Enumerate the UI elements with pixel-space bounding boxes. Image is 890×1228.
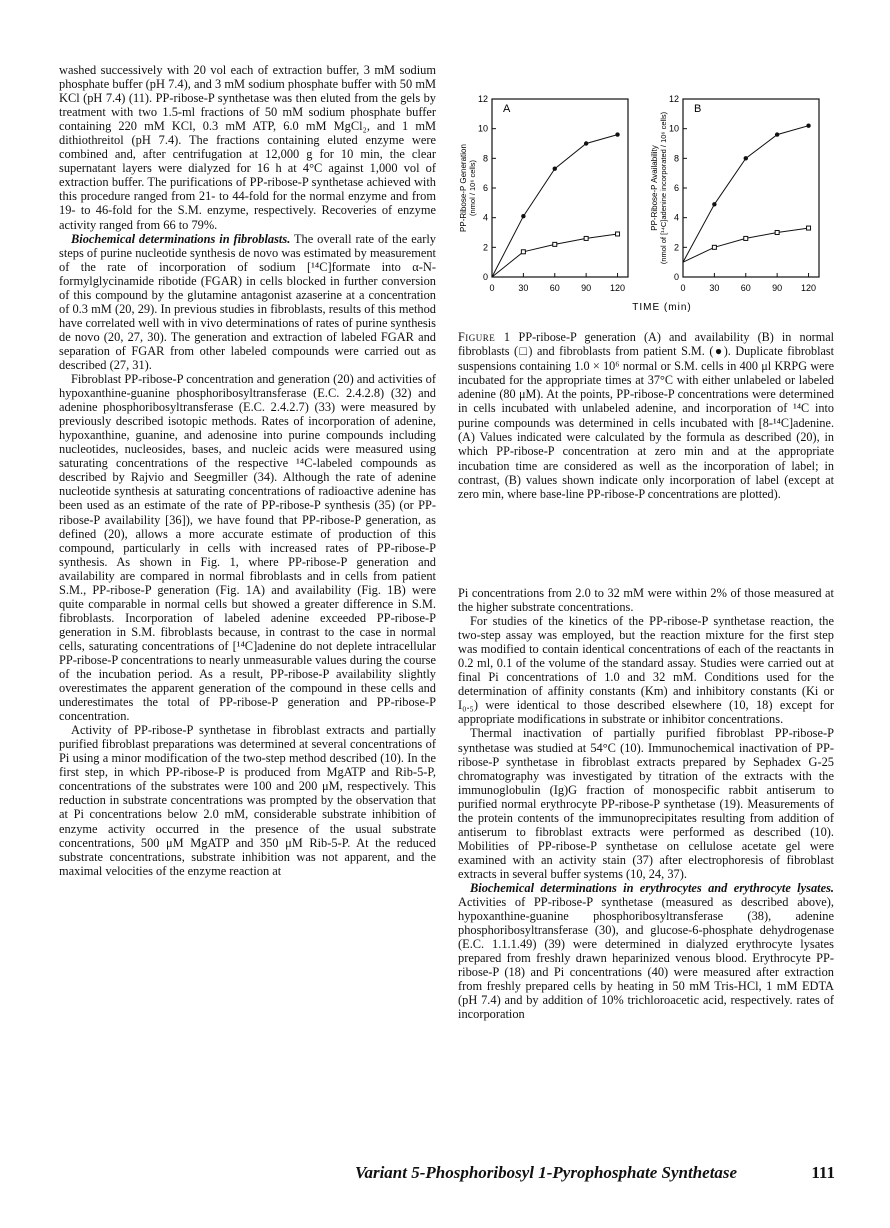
data-point-normal xyxy=(775,231,779,235)
y-tick-label: 0 xyxy=(482,272,488,282)
plot-frame xyxy=(492,99,628,277)
x-axis-label: TIME (min) xyxy=(632,302,692,313)
x-tick-label: 30 xyxy=(518,283,529,293)
y-tick-label: 10 xyxy=(477,123,488,134)
x-tick-label: 90 xyxy=(772,283,783,293)
y-tick-label: 0 xyxy=(673,272,679,282)
data-point-patient-sm xyxy=(744,156,748,160)
y-tick-label: 4 xyxy=(673,212,679,223)
y-tick-label: 12 xyxy=(477,94,488,104)
x-tick-label: 120 xyxy=(610,283,626,293)
panel-label: A xyxy=(503,103,511,115)
y-tick-label: 2 xyxy=(482,242,488,253)
paragraph-text: The overall rate of the early steps of purine nucleotide synthesis de novo was estimated by measurement of the rate of incorporation of sodium [¹⁴C]formate into α-N-formylglycinamide ribotide (FGAR) in cells blocked in further conversion of this compound by the glutamine antagonist azaserine at a concentration of 0.3 mM (20, 29). In previous studies in fibroblasts, results of this method have correlated well with in vivo determinations of rates of purine synthesis de novo (20, 27, 30). The generation and extraction of labeled FGAR and separation of FGAR from other labeled compounds were carried out as described (27, 31). xyxy=(59,231,436,372)
x-tick-label: 0 xyxy=(489,283,495,293)
figure-caption-text: PP-ribose-P generation (A) and availability (B) in normal fibroblasts (□) and fibroblasts from patient S.M. (●). Duplicate fibroblast suspensions containing 1.0 × 10⁶ normal or S.M. cells in 400 μl KRPG were incubated for the appropriate times at 37°C with either unlabeled or labeled adenine (80 μM). At the points, PP-ribose-P concentrations were determined in cells incubated with unlabeled adenine, and incorporation of ¹⁴C into purine compounds was determined in cells incubated with [8-¹⁴C]adenine. (A) Values indicated were calculated by the formula as described (20), in which PP-ribose-P concentration at zero min and at the appropriate incubation time are considered as well as the incorporation of label; in contrast, (B) values shown indicate only incorporation of label (except at zero min, where base-line PP-ribose-P concentrations are plotted). xyxy=(458,330,834,502)
y-tick-label: 6 xyxy=(482,183,488,193)
series-line-normal xyxy=(683,228,809,262)
x-tick-label: 30 xyxy=(709,283,720,293)
paragraph xyxy=(59,63,436,232)
paragraph xyxy=(458,881,834,1021)
paragraph xyxy=(458,586,834,614)
data-point-normal xyxy=(616,232,620,236)
left-text-column xyxy=(59,63,436,878)
figure-1-charts xyxy=(452,85,836,325)
figure-1 xyxy=(452,85,836,325)
y-tick-label: 8 xyxy=(673,153,679,164)
paragraph-text: Activities of PP-ribose-P synthetase (measured as described above), hypoxanthine-guanine phosphoribosyltransferase (38), adenine phosphoribosyltransferase (30), and glucose-6-phosphate dehydrogenase (E.C. 1.1.1.49) (39) were determined in dialyzed erythrocyte lysates prepared from freshly drawn heparinized venous blood. Erythrocyte PP-ribose-P (18) and Pi concentrations (40) were measured after extraction from freshly prepared cells by heating in 50 mM Tris-HCl, 1 mM EDTA (pH 7.4) and by addition of 10% trichloroacetic acid, respectively. rates of incorporation xyxy=(458,895,834,1022)
paragraph-text: For studies of the kinetics of the PP-ribose-P synthetase reaction, the two-step assay was employed, but the reaction mixture for the first step was modified to contain identical concentrations of each of the reactants in 0.2 ml, 0.1 of the volume of the standard assay. Studies were carried out at final Pi concentrations of 1.0 and 32 mM. Conditions used for the determination of affinity constants (Km) and inhibitory constants (Ki or I₀.₅) were identical to those described elsewhere (10, 18) except for appropriate modifications in substrate or inhibitor concentrations. xyxy=(458,614,834,727)
y-tick-label: 2 xyxy=(673,242,679,253)
data-point-patient-sm xyxy=(584,141,588,145)
paragraph-text: Activity of PP-ribose-P synthetase in fibroblast extracts and partially purified fibroblast preparations was determined at several concentrations of Pi using a minor modification of the two-step method described (10). In the first step, in which PP-ribose-P is produced from MgATP and Rib-5-P, concentrations of the substrates were 100 and 200 μM, respectively. This reduction in substrate concentrations was prompted by the observation that at Pi concentrations below 2.0 mM, considerable substrate inhibition of enzyme activity occurred in the presence of the usual substrate concentrations, 500 μM MgATP and 350 μM Rib-5-P. At the reduced substrate concentrations, substrate inhibition was not apparent, and the maximal velocities of the enzyme reaction at xyxy=(59,723,436,878)
series-line-patient-sm xyxy=(492,135,618,277)
right-text-column xyxy=(458,586,834,1021)
y-axis-label-units: (nmol / 10⁶ cells) xyxy=(468,159,477,217)
data-point-normal xyxy=(712,245,716,249)
paragraph xyxy=(59,723,436,878)
data-point-patient-sm xyxy=(806,124,810,128)
paragraph-text: Thermal inactivation of partially purified fibroblast PP-ribose-P synthetase was studied at 54°C (10). Immunochemical inactivation of PP-ribose-P synthetase in fibroblast extracts prepared by Sephadex G-25 chromatography was investigated by titration of the extracts with the immunoglobulin (Ig)G fraction of monospecific rabbit antiserum to purified normal erythrocyte PP-ribose-P synthetase (19). Measurements of the protein contents of the immunoprecipitates resulting from addition of antiserum to fibroblast extracts were performed as described (10). Mobilities of PP-ribose-P synthetase on cellulose acetate gel were examined with an activity stain (37) after electrophoresis of fibroblast extracts in several buffer systems (10, 24, 37). xyxy=(458,726,834,881)
data-point-normal xyxy=(584,236,588,240)
y-axis-label-units: (nmol of [¹⁴C]adenine incorporated / 10⁶ cells) xyxy=(659,111,668,265)
y-axis-label: PP-Ribose-P Availability xyxy=(650,145,659,231)
section-heading: Biochemical determinations in erythrocytes and erythrocyte lysates. xyxy=(470,880,834,895)
paragraph xyxy=(458,726,834,881)
x-tick-label: 90 xyxy=(581,283,592,293)
data-point-patient-sm xyxy=(712,202,716,206)
paragraph xyxy=(458,614,834,726)
data-point-patient-sm xyxy=(615,132,619,136)
paragraph xyxy=(59,372,436,723)
series-line-patient-sm xyxy=(683,126,809,263)
data-point-patient-sm xyxy=(521,214,525,218)
figure-caption xyxy=(458,330,834,502)
data-point-normal xyxy=(553,242,557,246)
y-tick-label: 6 xyxy=(673,183,679,193)
y-tick-label: 12 xyxy=(668,94,679,104)
x-tick-label: 60 xyxy=(740,283,751,293)
data-point-patient-sm xyxy=(775,132,779,136)
data-point-normal xyxy=(744,236,748,240)
paragraph-text: washed successively with 20 vol each of extraction buffer, 3 mM sodium phosphate buffer (pH 7.4), and 3 mM sodium phosphate buffer with 50 mM KCl (pH 7.4) (11). PP-ribose-P synthetase was then eluted from the gels by treatment with two 1.5-ml fractions of 50 mM sodium phosphate buffer containing 220 mM KCl, 0.3 mM ATP, 6.0 mM MgCl₂, and 1 mM dithiothreitol (pH 7.4). The fractions containing eluted enzyme were combined and, after centrifugation at 12,000 g for 10 min, the clear supernatant layers were dialyzed for 16 h at 4°C against 1,000 vol of extraction buffer. The purifications of PP-ribose-P synthetase achieved with this procedure ranged from 21- to 44-fold for the normal enzyme and from 19- to 46-fold for the S.M. enzyme, respectively. Recoveries of enzyme activity ranged from 66 to 79%. xyxy=(59,63,436,232)
y-tick-label: 10 xyxy=(668,123,679,134)
paragraph-text: Pi concentrations from 2.0 to 32 mM were within 2% of those measured at the higher substrate concentrations. xyxy=(458,586,834,615)
data-point-normal xyxy=(521,250,525,254)
panel-label: B xyxy=(694,103,702,115)
figure-caption-label: Figure 1 xyxy=(458,330,511,344)
y-axis-label: PP-Ribose-P Generation xyxy=(459,144,468,232)
data-point-patient-sm xyxy=(553,167,557,171)
data-point-normal xyxy=(807,226,811,230)
section-heading: Biochemical determinations in fibroblasts. xyxy=(71,231,291,246)
running-title: Variant 5-Phosphoribosyl 1-Pyrophosphate Synthetase xyxy=(355,1163,738,1182)
x-tick-label: 60 xyxy=(549,283,560,293)
paragraph-text: Fibroblast PP-ribose-P concentration and generation (20) and activities of hypoxanthine-guanine phosphoribosyltransferase (E.C. 2.4.2.8) (32) and adenine phosphoribosyltransferase (E.C. 2.4.2.7) (33) were measured by previously described isotopic methods. Rates of incorporation of adenine, hypoxanthine, guanine, and adenosine into purine compounds including nucleotides, nucleosides, bases, and nucleic acids were measured using saturating concentrations of the respective ¹⁴C-labeled compounds as described by Rajvio and Seegmiller (34). Although the rate of adenine nucleotide synthesis at saturating concentrations of radioactive adenine has been used as an estimate of the rate of PP-ribose-P synthesis (35) (or PP-ribose-P availability [36]), we have found that PP-ribose-P generation, as defined (20), allows a more accurate estimate of production of this compound, particularly in cells with increased rates of PP-ribose-P synthesis. As shown in Fig. 1, where PP-ribose-P generation and availability are compared in normal fibroblasts and in cells from patient S.M., PP-ribose-P generation (Fig. 1A) and availability (Fig. 1B) were quite comparable in normal cells but showed a greater difference in S.M. fibroblasts. Incorporation of labeled adenine exceeded PP-ribose-P generation in S.M. fibroblasts because, in contrast to the case in normal cells, saturating concentrations of [¹⁴C]adenine do not deplete intracellular PP-ribose-P concentrations to nearly unmeasurable values during the course of the incubation period. As a result, PP-ribose-P availability slightly overestimates the apparent generation of the compound in these cells and underestimates the total of PP-ribose-P generation and PP-ribose-P concentration. xyxy=(59,372,436,724)
y-tick-label: 4 xyxy=(482,212,488,223)
x-tick-label: 120 xyxy=(801,283,817,293)
y-tick-label: 8 xyxy=(482,153,488,164)
plot-frame xyxy=(683,99,819,277)
page-number: 111 xyxy=(811,1163,835,1182)
paragraph xyxy=(59,232,436,372)
x-tick-label: 0 xyxy=(680,283,686,293)
